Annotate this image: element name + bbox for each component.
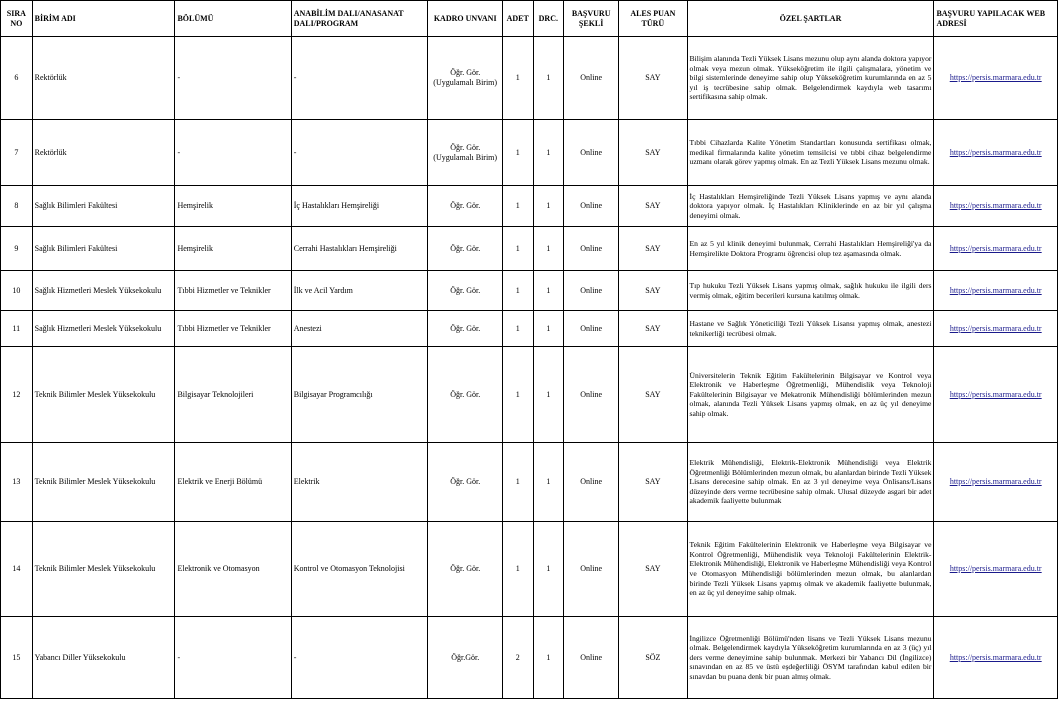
sira-cell: 8 bbox=[1, 186, 33, 227]
drc-cell: 1 bbox=[533, 443, 564, 522]
anabilim-cell: Bilgisayar Programcılığı bbox=[291, 347, 428, 443]
drc-cell: 1 bbox=[533, 37, 564, 120]
header-drc: DRC. bbox=[533, 1, 564, 37]
ozel-sartlar-cell: En az 5 yıl klinik deneyimi bulunmak, Cerrahi Hastalıkları Hemşireliği'ya da Hemşirelikte Doktora Programı öğrencisi olup tez aşamasında olmak. bbox=[687, 227, 934, 271]
table-row bbox=[1, 347, 1058, 443]
table-row bbox=[1, 311, 1058, 347]
bolum-cell: - bbox=[175, 617, 291, 699]
header-kadro: KADRO UNVANI bbox=[428, 1, 502, 37]
ales-cell: SAY bbox=[619, 347, 687, 443]
bolum-cell: Hemşirelik bbox=[175, 186, 291, 227]
bolum-cell: Tıbbi Hizmetler ve Teknikler bbox=[175, 311, 291, 347]
table-row bbox=[1, 443, 1058, 522]
basvuru-cell: Online bbox=[564, 617, 619, 699]
kadro-cell: Öğr. Gör. bbox=[428, 311, 502, 347]
sira-cell: 11 bbox=[1, 311, 33, 347]
birim-cell: Yabancı Diller Yüksekokulu bbox=[32, 617, 175, 699]
sira-cell: 14 bbox=[1, 522, 33, 617]
adet-cell: 1 bbox=[502, 311, 533, 347]
anabilim-cell: - bbox=[291, 120, 428, 186]
anabilim-cell: - bbox=[291, 617, 428, 699]
drc-cell: 1 bbox=[533, 311, 564, 347]
web-link[interactable]: https://persis.marmara.edu.tr bbox=[949, 73, 1042, 82]
table-row bbox=[1, 120, 1058, 186]
ozel-sartlar-cell: İngilizce Öğretmenliği Bölümü'nden lisans ve Tezli Yüksek Lisans mezunu olmak. Belgelendirmek kaydıyla Yükseköğretim kurumlarında en az 3 (üç) yıl ders verme deneyimine sahip bulunmak. Merkezi bir Yabancı Dil (İngilizce) sınavından en az 85 ve üstü eşdeğerliliği ÖSYM tarafından kabul edilen bir sınavdan bu puana denk bir puan almış olmak. bbox=[687, 617, 934, 699]
birim-cell: Sağlık Hizmetleri Meslek Yüksekokulu bbox=[32, 311, 175, 347]
ozel-sartlar-cell: Elektrik Mühendisliği, Elektrik-Elektronik Mühendisliği veya Elektrik Öğretmenliği Bölümlerinden mezun olmak, bu alanlardan birinde Tezli Yüksek Lisans derecesine sahip olmak. En az 3 yıl deneyime veya Önlisans/Lisans düzeyinde ders verme tecrübesine sahip olmak. Ulusal düzeyde asgari bir adet akademik faaliyette bulunmak bbox=[687, 443, 934, 522]
basvuru-cell: Online bbox=[564, 522, 619, 617]
kadro-cell: Öğr. Gör. bbox=[428, 443, 502, 522]
ales-cell: SAY bbox=[619, 186, 687, 227]
ales-cell: SAY bbox=[619, 227, 687, 271]
drc-cell: 1 bbox=[533, 271, 564, 311]
sira-cell: 13 bbox=[1, 443, 33, 522]
ales-cell: SÖZ bbox=[619, 617, 687, 699]
anabilim-cell: Elektrik bbox=[291, 443, 428, 522]
sira-cell: 15 bbox=[1, 617, 33, 699]
header-sira: SIRA NO bbox=[1, 1, 33, 37]
web-link[interactable]: https://persis.marmara.edu.tr bbox=[949, 201, 1042, 210]
basvuru-cell: Online bbox=[564, 443, 619, 522]
adet-cell: 1 bbox=[502, 120, 533, 186]
drc-cell: 1 bbox=[533, 186, 564, 227]
bolum-cell: Bilgisayar Teknolojileri bbox=[175, 347, 291, 443]
bolum-cell: Hemşirelik bbox=[175, 227, 291, 271]
adet-cell: 1 bbox=[502, 443, 533, 522]
birim-cell: Sağlık Hizmetleri Meslek Yüksekokulu bbox=[32, 271, 175, 311]
kadro-cell: Öğr. Gör. bbox=[428, 271, 502, 311]
header-adet: ADET bbox=[502, 1, 533, 37]
birim-cell: Teknik Bilimler Meslek Yüksekokulu bbox=[32, 522, 175, 617]
kadro-cell: Öğr. Gör. bbox=[428, 522, 502, 617]
anabilim-cell: Kontrol ve Otomasyon Teknolojisi bbox=[291, 522, 428, 617]
basvuru-cell: Online bbox=[564, 311, 619, 347]
birim-cell: Sağlık Bilimleri Fakültesi bbox=[32, 227, 175, 271]
adet-cell: 1 bbox=[502, 227, 533, 271]
ozel-sartlar-cell: Üniversitelerin Teknik Eğitim Fakültelerinin Bilgisayar ve Kontrol veya Elektronik ve Haberleşme Öğretmenliği, Mühendislik veya Teknoloji Fakültelerinin Bilgisayar ve Mekatronik Mühendisliği bölümlerinden mezun olmak, alanında Tezli Yüksek Lisans yapmış olmak, en az üç yıl deneyime sahip olmak. bbox=[687, 347, 934, 443]
basvuru-cell: Online bbox=[564, 37, 619, 120]
ozel-sartlar-cell: Tıp hukuku Tezli Yüksek Lisans yapmış olmak, sağlık hukuku ile ilgili ders vermiş olmak, eğitim becerileri kursuna katılmış olmak. bbox=[687, 271, 934, 311]
header-anabilim: ANABİLİM DALI/ANASANAT DALI/PROGRAM bbox=[291, 1, 428, 37]
ozel-sartlar-cell: Tıbbi Cihazlarda Kalite Yönetim Standartları konusunda sertifikası olmak, medikal firmalarında kalite yönetim temsilcisi ve tıbbi cihaz belgelendirme uzmanı olarak görev yapmış olmak. En az Tezli Yüksek Lisans mezunu olmak. bbox=[687, 120, 934, 186]
ales-cell: SAY bbox=[619, 37, 687, 120]
table-row bbox=[1, 227, 1058, 271]
birim-cell: Rektörlük bbox=[32, 120, 175, 186]
drc-cell: 1 bbox=[533, 617, 564, 699]
basvuru-cell: Online bbox=[564, 186, 619, 227]
table-row bbox=[1, 186, 1058, 227]
ozel-sartlar-cell: Hastane ve Sağlık Yöneticiliği Tezli Yüksek Lisansı yapmış olmak, anestezi teknikerliği tecrübesi olmak. bbox=[687, 311, 934, 347]
bolum-cell: - bbox=[175, 120, 291, 186]
ales-cell: SAY bbox=[619, 271, 687, 311]
anabilim-cell: İlk ve Acil Yardım bbox=[291, 271, 428, 311]
header-bolum: BÖLÜMÜ bbox=[175, 1, 291, 37]
web-link[interactable]: https://persis.marmara.edu.tr bbox=[949, 147, 1042, 157]
ales-cell: SAY bbox=[619, 311, 687, 347]
anabilim-cell: - bbox=[291, 37, 428, 120]
birim-cell: Teknik Bilimler Meslek Yüksekokulu bbox=[32, 443, 175, 522]
drc-cell: 1 bbox=[533, 120, 564, 186]
table-row bbox=[1, 37, 1058, 120]
bolum-cell: Elektrik ve Enerji Bölümü bbox=[175, 443, 291, 522]
web-link[interactable]: https://persis.marmara.edu.tr bbox=[949, 285, 1042, 295]
basvuru-cell: Online bbox=[564, 227, 619, 271]
kadro-cell: Öğr. Gör. (Uygulamalı Birim) bbox=[428, 120, 502, 186]
drc-cell: 1 bbox=[533, 522, 564, 617]
bolum-cell: Tıbbi Hizmetler ve Teknikler bbox=[175, 271, 291, 311]
table-row bbox=[1, 271, 1058, 311]
adet-cell: 1 bbox=[502, 186, 533, 227]
bolum-cell: - bbox=[175, 37, 291, 120]
ozel-sartlar-cell: Teknik Eğitim Fakültelerinin Elektronik ve Haberleşme veya Bilgisayar ve Kontrol Öğretmenliği, Mühendislik veya Teknoloji Fakültelerinin Elektrik-Elektronik Mühendisliği, Elektronik ve Haberleşme Mühendisliği veya Kontrol ve Otomasyon Mühendisliği bölümlerinden mezun olmak, bu alanlardan birinde Tezli Yüksek Lisans yapmış olmak ve akademik faaliyette bulunmak, en az üç yıl deneyime sahip olmak. bbox=[687, 522, 934, 617]
kadro-cell: Öğr. Gör. bbox=[428, 347, 502, 443]
kadro-cell: Öğr. Gör. bbox=[428, 186, 502, 227]
adet-cell: 1 bbox=[502, 271, 533, 311]
birim-cell: Teknik Bilimler Meslek Yüksekokulu bbox=[32, 347, 175, 443]
header-ales: ALES PUAN TÜRÜ bbox=[619, 1, 687, 37]
anabilim-cell: İç Hastalıkları Hemşireliği bbox=[291, 186, 428, 227]
header-basvuru: BAŞVURU ŞEKLİ bbox=[564, 1, 619, 37]
bolum-cell: Elektronik ve Otomasyon bbox=[175, 522, 291, 617]
sira-cell: 9 bbox=[1, 227, 33, 271]
ozel-sartlar-cell: Bilişim alanında Tezli Yüksek Lisans mezunu olup aynı alanda doktora yapıyor olmak veya mezun olmak. Yükseköğretim ile ilgili çalışmalara, yönetim ve bilgi sistemlerinde deneyime sahip olup Yükseköğretim kurumlarında en az 5 yıl iş tecrübesine sahip olmak. Belgelendirmek kaydıyla web tasarımı sertifikasına sahip olmak. bbox=[687, 37, 934, 120]
birim-cell: Sağlık Bilimleri Fakültesi bbox=[32, 186, 175, 227]
web-link[interactable]: https://persis.marmara.edu.tr bbox=[949, 477, 1042, 486]
birim-cell: Rektörlük bbox=[32, 37, 175, 120]
ales-cell: SAY bbox=[619, 120, 687, 186]
header-row bbox=[1, 1, 1058, 37]
header-web: BAŞVURU YAPILACAK WEB ADRESİ bbox=[934, 1, 1058, 37]
adet-cell: 2 bbox=[502, 617, 533, 699]
sira-cell: 6 bbox=[1, 37, 33, 120]
basvuru-cell: Online bbox=[564, 120, 619, 186]
adet-cell: 1 bbox=[502, 347, 533, 443]
ales-cell: SAY bbox=[619, 443, 687, 522]
web-link[interactable]: https://persis.marmara.edu.tr bbox=[949, 243, 1042, 253]
sira-cell: 7 bbox=[1, 120, 33, 186]
kadro-cell: Öğr.Gör. bbox=[428, 617, 502, 699]
sira-cell: 10 bbox=[1, 271, 33, 311]
basvuru-cell: Online bbox=[564, 271, 619, 311]
header-birim: BİRİM ADI bbox=[32, 1, 175, 37]
anabilim-cell: Anestezi bbox=[291, 311, 428, 347]
kadro-cell: Öğr. Gör. (Uygulamalı Birim) bbox=[428, 37, 502, 120]
drc-cell: 1 bbox=[533, 227, 564, 271]
web-link[interactable]: https://persis.marmara.edu.tr bbox=[949, 323, 1042, 333]
table-row bbox=[1, 522, 1058, 617]
web-link[interactable]: https://persis.marmara.edu.tr bbox=[949, 652, 1042, 662]
adet-cell: 1 bbox=[502, 37, 533, 120]
anabilim-cell: Cerrahi Hastalıkları Hemşireliği bbox=[291, 227, 428, 271]
adet-cell: 1 bbox=[502, 522, 533, 617]
web-link[interactable]: https://persis.marmara.edu.tr bbox=[949, 389, 1042, 399]
ales-cell: SAY bbox=[619, 522, 687, 617]
header-ozel: ÖZEL ŞARTLAR bbox=[687, 1, 934, 37]
kadro-cell: Öğr. Gör. bbox=[428, 227, 502, 271]
ozel-sartlar-cell: İç Hastalıkları Hemşireliğinde Tezli Yüksek Lisans yapmış ve aynı alanda doktora yapıyor olmak. İç Hastalıkları Kliniklerinde en az bir yıl çalışma deneyimi olmak. bbox=[687, 186, 934, 227]
sira-cell: 12 bbox=[1, 347, 33, 443]
web-link[interactable]: https://persis.marmara.edu.tr bbox=[949, 564, 1042, 573]
table-row bbox=[1, 617, 1058, 699]
drc-cell: 1 bbox=[533, 347, 564, 443]
basvuru-cell: Online bbox=[564, 347, 619, 443]
